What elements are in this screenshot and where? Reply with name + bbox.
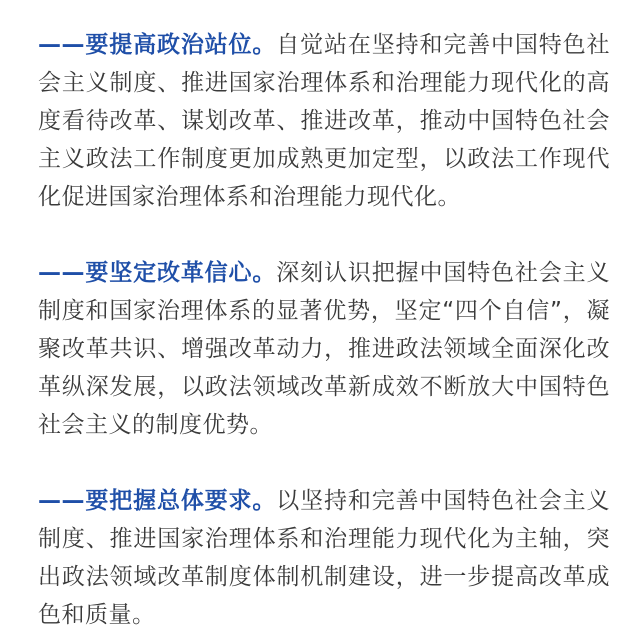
- article-body: [38, 26, 610, 634]
- paragraph-lead: ——要提高政治站位。: [38, 32, 277, 58]
- paragraph-lead: ——要坚定改革信心。: [38, 260, 277, 286]
- paragraph-political-stance: [38, 26, 610, 216]
- paragraph-text: 深刻认识把握中国特色社会主义制度和国家治理体系的显著优势，坚定“四个自信”，凝聚改革共识、增强改革动力，推进政法领域全面深化改革纵深发展，以政法领域改革新成效不断放大中国特色社会主义的制度优势。: [38, 260, 611, 438]
- paragraph-text: 自觉站在坚持和完善中国特色社会主义制度、推进国家治理体系和治理能力现代化的高度看待改革、谋划改革、推进改革，推动中国特色社会主义政法工作制度更加成熟更加定型，以政法工作现代化促进国家治理体系和治理能力现代化。: [38, 32, 611, 210]
- paragraph-reform-confidence: [38, 254, 610, 444]
- paragraph-text: 以坚持和完善中国特色社会主义制度、推进国家治理体系和治理能力现代化为主轴，突出政法领域改革制度体制机制建设，进一步提高改革成色和质量。: [38, 488, 611, 628]
- paragraph-lead: ——要把握总体要求。: [38, 488, 277, 514]
- paragraph-overall-requirements: [38, 482, 610, 634]
